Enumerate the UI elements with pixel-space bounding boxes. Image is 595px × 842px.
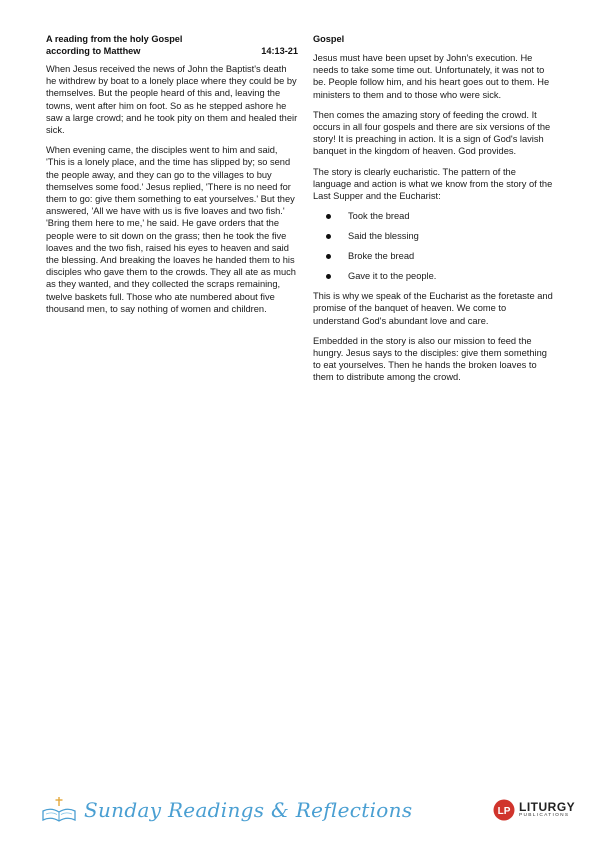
reading-body [46, 63, 298, 315]
page-footer [0, 790, 595, 830]
bullet-dot-icon [326, 254, 331, 259]
reading-heading-line2: according to Matthew [46, 46, 141, 56]
bullet-item [313, 210, 553, 222]
publisher-text [519, 801, 575, 819]
publisher-name: LITURGY [519, 800, 576, 815]
bullet-dot-icon [326, 234, 331, 239]
reflection-paragraph: The story is clearly eucharistic. The pattern of the language and action is what we know from the story of the Last Supper and the Eucharist: [313, 166, 553, 202]
reading-heading [46, 33, 298, 57]
reflection-paragraph: Jesus must have been upset by John's execution. He needs to take some time out. Unfortunately, it was not to be. People follow him, and his heart goes out to them. He ministers to them and to those who were sick. [313, 53, 550, 100]
brand-title: Sunday Readings & Reflections [84, 798, 413, 822]
bullet-text: Took the bread [348, 211, 410, 222]
reflection-heading: Gospel [313, 34, 345, 44]
reflection-paragraph: This is why we speak of the Eucharist as the foretaste and promise of the banquet of heaven. We come to understand God's abundant love and care. [313, 291, 553, 326]
reading-heading-line1: A reading from the holy Gospel [46, 34, 183, 44]
reflection-body [313, 52, 553, 384]
bullet-dot-icon [326, 214, 331, 219]
bullet-text: Said the blessing [348, 231, 419, 242]
reading-paragraph: When Jesus received the news of John the Baptist's death he withdrew by boat to a lonely place where they could be by themselves. But the people heard of this and, leaving the towns, went after him on foot. So as he stepped ashore he saw a large crowd; and he took pity on them and healed their sick. [46, 64, 298, 136]
bullet-list [313, 210, 553, 282]
liturgy-publications-icon [493, 799, 515, 821]
bullet-dot-icon [326, 274, 331, 279]
bullet-item [313, 270, 553, 282]
reading-reference: 14:13-21 [261, 46, 298, 56]
publisher-logo [493, 799, 575, 821]
bullet-text: Gave it to the people. [348, 271, 437, 282]
bullet-item [313, 250, 553, 262]
reflection-column [313, 33, 553, 392]
publisher-subtitle: PUBLICATIONS [519, 813, 570, 819]
reading-column [46, 33, 298, 323]
bullet-text: Broke the bread [348, 251, 415, 262]
bullet-item [313, 230, 553, 242]
reflection-paragraph: Then comes the amazing story of feeding the crowd. It occurs in all four gospels and there are six versions of the story! It is preaching in action. It is a sign of God's lavish banquet in the kingdom of heaven. God provides. [313, 109, 551, 157]
svg-text:LP: LP [497, 806, 511, 817]
reading-paragraph: When evening came, the disciples went to him and said, 'This is a lonely place, and the time has slipped by; so send the people away, and they can go to the villages to buy themselves some food.' Jesus replied, 'There is no need for them to go: give them something to eat yourselves.' But they answered, 'All we have with us is five loaves and two fish.' 'Bring them here to me,' he said. He gave orders that the people were to sit down on the grass; then he took the five loaves and the two fish, raised his eyes to heaven and said the blessing. And breaking the loaves he handed them to his disciples who gave them to the crowds. They all ate as much as they wanted, and they collected the scraps remaining, twelve baskets full. Those who ate numbered about five thousand men, to say nothing of women and children. [46, 145, 296, 314]
reading-heading-row [46, 45, 298, 57]
brand-logo [40, 795, 412, 825]
reflection-paragraph: Embedded in the story is also our mission to feed the hungry. Jesus says to the disciples: give them something to eat yourselves. Then he hands the broken loaves to them to distribute among the crowd. [313, 335, 547, 383]
open-book-cross-icon [40, 795, 78, 825]
